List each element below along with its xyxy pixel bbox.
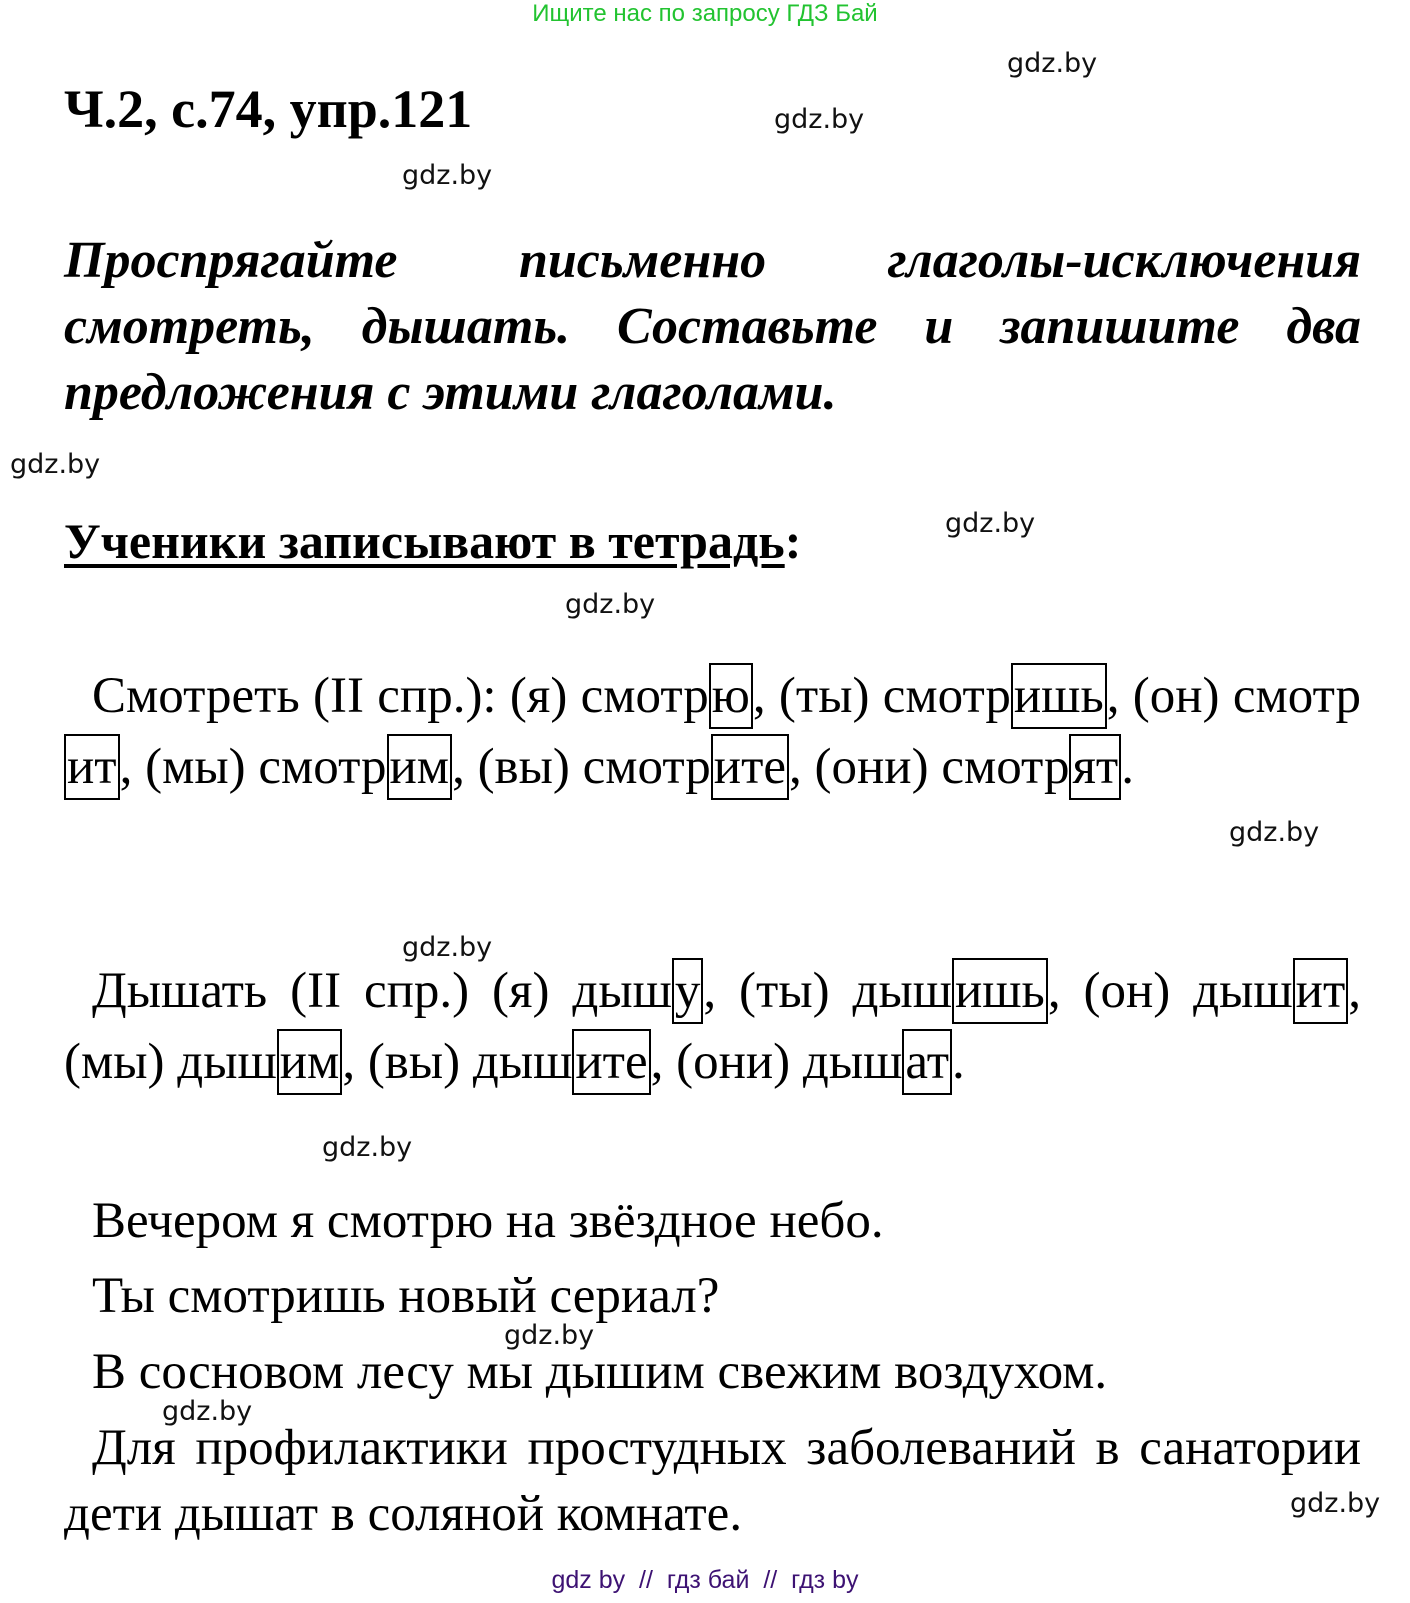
boxed-ending: ите xyxy=(711,734,789,800)
boxed-ending: ат xyxy=(902,1029,952,1095)
conjugation-text: , (мы) дыш xyxy=(64,963,1361,1090)
conjugation-text: , (они) дыш xyxy=(650,1034,903,1090)
sentence: Ты смотришь новый сериал? xyxy=(92,1268,720,1324)
boxed-ending: ит xyxy=(1293,958,1349,1024)
conjugation-text: . xyxy=(1121,739,1134,795)
watermark: gdz.by xyxy=(1290,1488,1381,1519)
watermark: gdz.by xyxy=(402,160,493,191)
watermark: gdz.by xyxy=(565,589,656,620)
conjugation-text: , (он) смотр xyxy=(1106,668,1361,724)
boxed-ending: ите xyxy=(572,1029,650,1095)
watermark: gdz.by xyxy=(945,508,1036,539)
conjugation-text: , (он) дыш xyxy=(1047,963,1293,1019)
sentence: Для профилактики простудных заболеваний в санатории дети дышат в соляной комнате. xyxy=(64,1420,1361,1542)
watermark: gdz.by xyxy=(162,1396,253,1427)
watermark: gdz.by xyxy=(10,449,101,480)
conjugation-text: , (вы) дыш xyxy=(342,1034,573,1090)
conjugation-text: Смотреть (II спр.): (я) смотр xyxy=(92,668,709,724)
conjugation-text: , (ты) смотр xyxy=(752,668,1011,724)
watermark: gdz.by xyxy=(504,1320,595,1351)
task-text: Проспрягайте письменно глаголы-исключения смотреть, дышать. Составьте и запишите два предложения с этими глаголами. xyxy=(64,232,1361,421)
conjugation-text: . xyxy=(952,1034,965,1090)
boxed-ending: ю xyxy=(709,663,753,729)
conjugation-text: , (вы) смотр xyxy=(452,739,711,795)
sentence: В сосновом лесу мы дышим свежим воздухом. xyxy=(92,1344,1108,1400)
conjugation-smotret xyxy=(64,661,1361,803)
heading-text: Ученики записывают в тетрадь xyxy=(64,513,785,569)
boxed-ending: ит xyxy=(64,734,120,800)
footer-links[interactable]: gdz by // гдз бай // гдз by xyxy=(551,1566,859,1594)
conjugation-dyshat xyxy=(64,956,1361,1098)
watermark: gdz.by xyxy=(774,104,865,135)
boxed-ending: у xyxy=(672,958,704,1024)
boxed-ending: ишь xyxy=(1011,663,1107,729)
boxed-ending: им xyxy=(277,1029,343,1095)
watermark: gdz.by xyxy=(1229,817,1320,848)
watermark: gdz.by xyxy=(1007,48,1098,79)
conjugation-text: , (мы) смотр xyxy=(119,739,387,795)
heading-colon: : xyxy=(784,513,802,569)
section-heading xyxy=(64,512,801,570)
conjugation-text: , (ты) дыш xyxy=(703,963,952,1019)
search-banner[interactable]: Ищите нас по запросу ГДЗ Бай xyxy=(532,0,878,27)
sentence: Вечером я смотрю на звёздное небо. xyxy=(92,1193,884,1249)
watermark: gdz.by xyxy=(322,1132,413,1163)
conjugation-text: Дышать (II спр.) (я) дыш xyxy=(92,963,672,1019)
boxed-ending: ишь xyxy=(952,958,1048,1024)
boxed-ending: ят xyxy=(1069,734,1121,800)
watermark: gdz.by xyxy=(402,932,493,963)
exercise-title: Ч.2, с.74, упр.121 xyxy=(64,79,473,139)
conjugation-text: , (они) смотр xyxy=(789,739,1070,795)
boxed-ending: им xyxy=(387,734,453,800)
